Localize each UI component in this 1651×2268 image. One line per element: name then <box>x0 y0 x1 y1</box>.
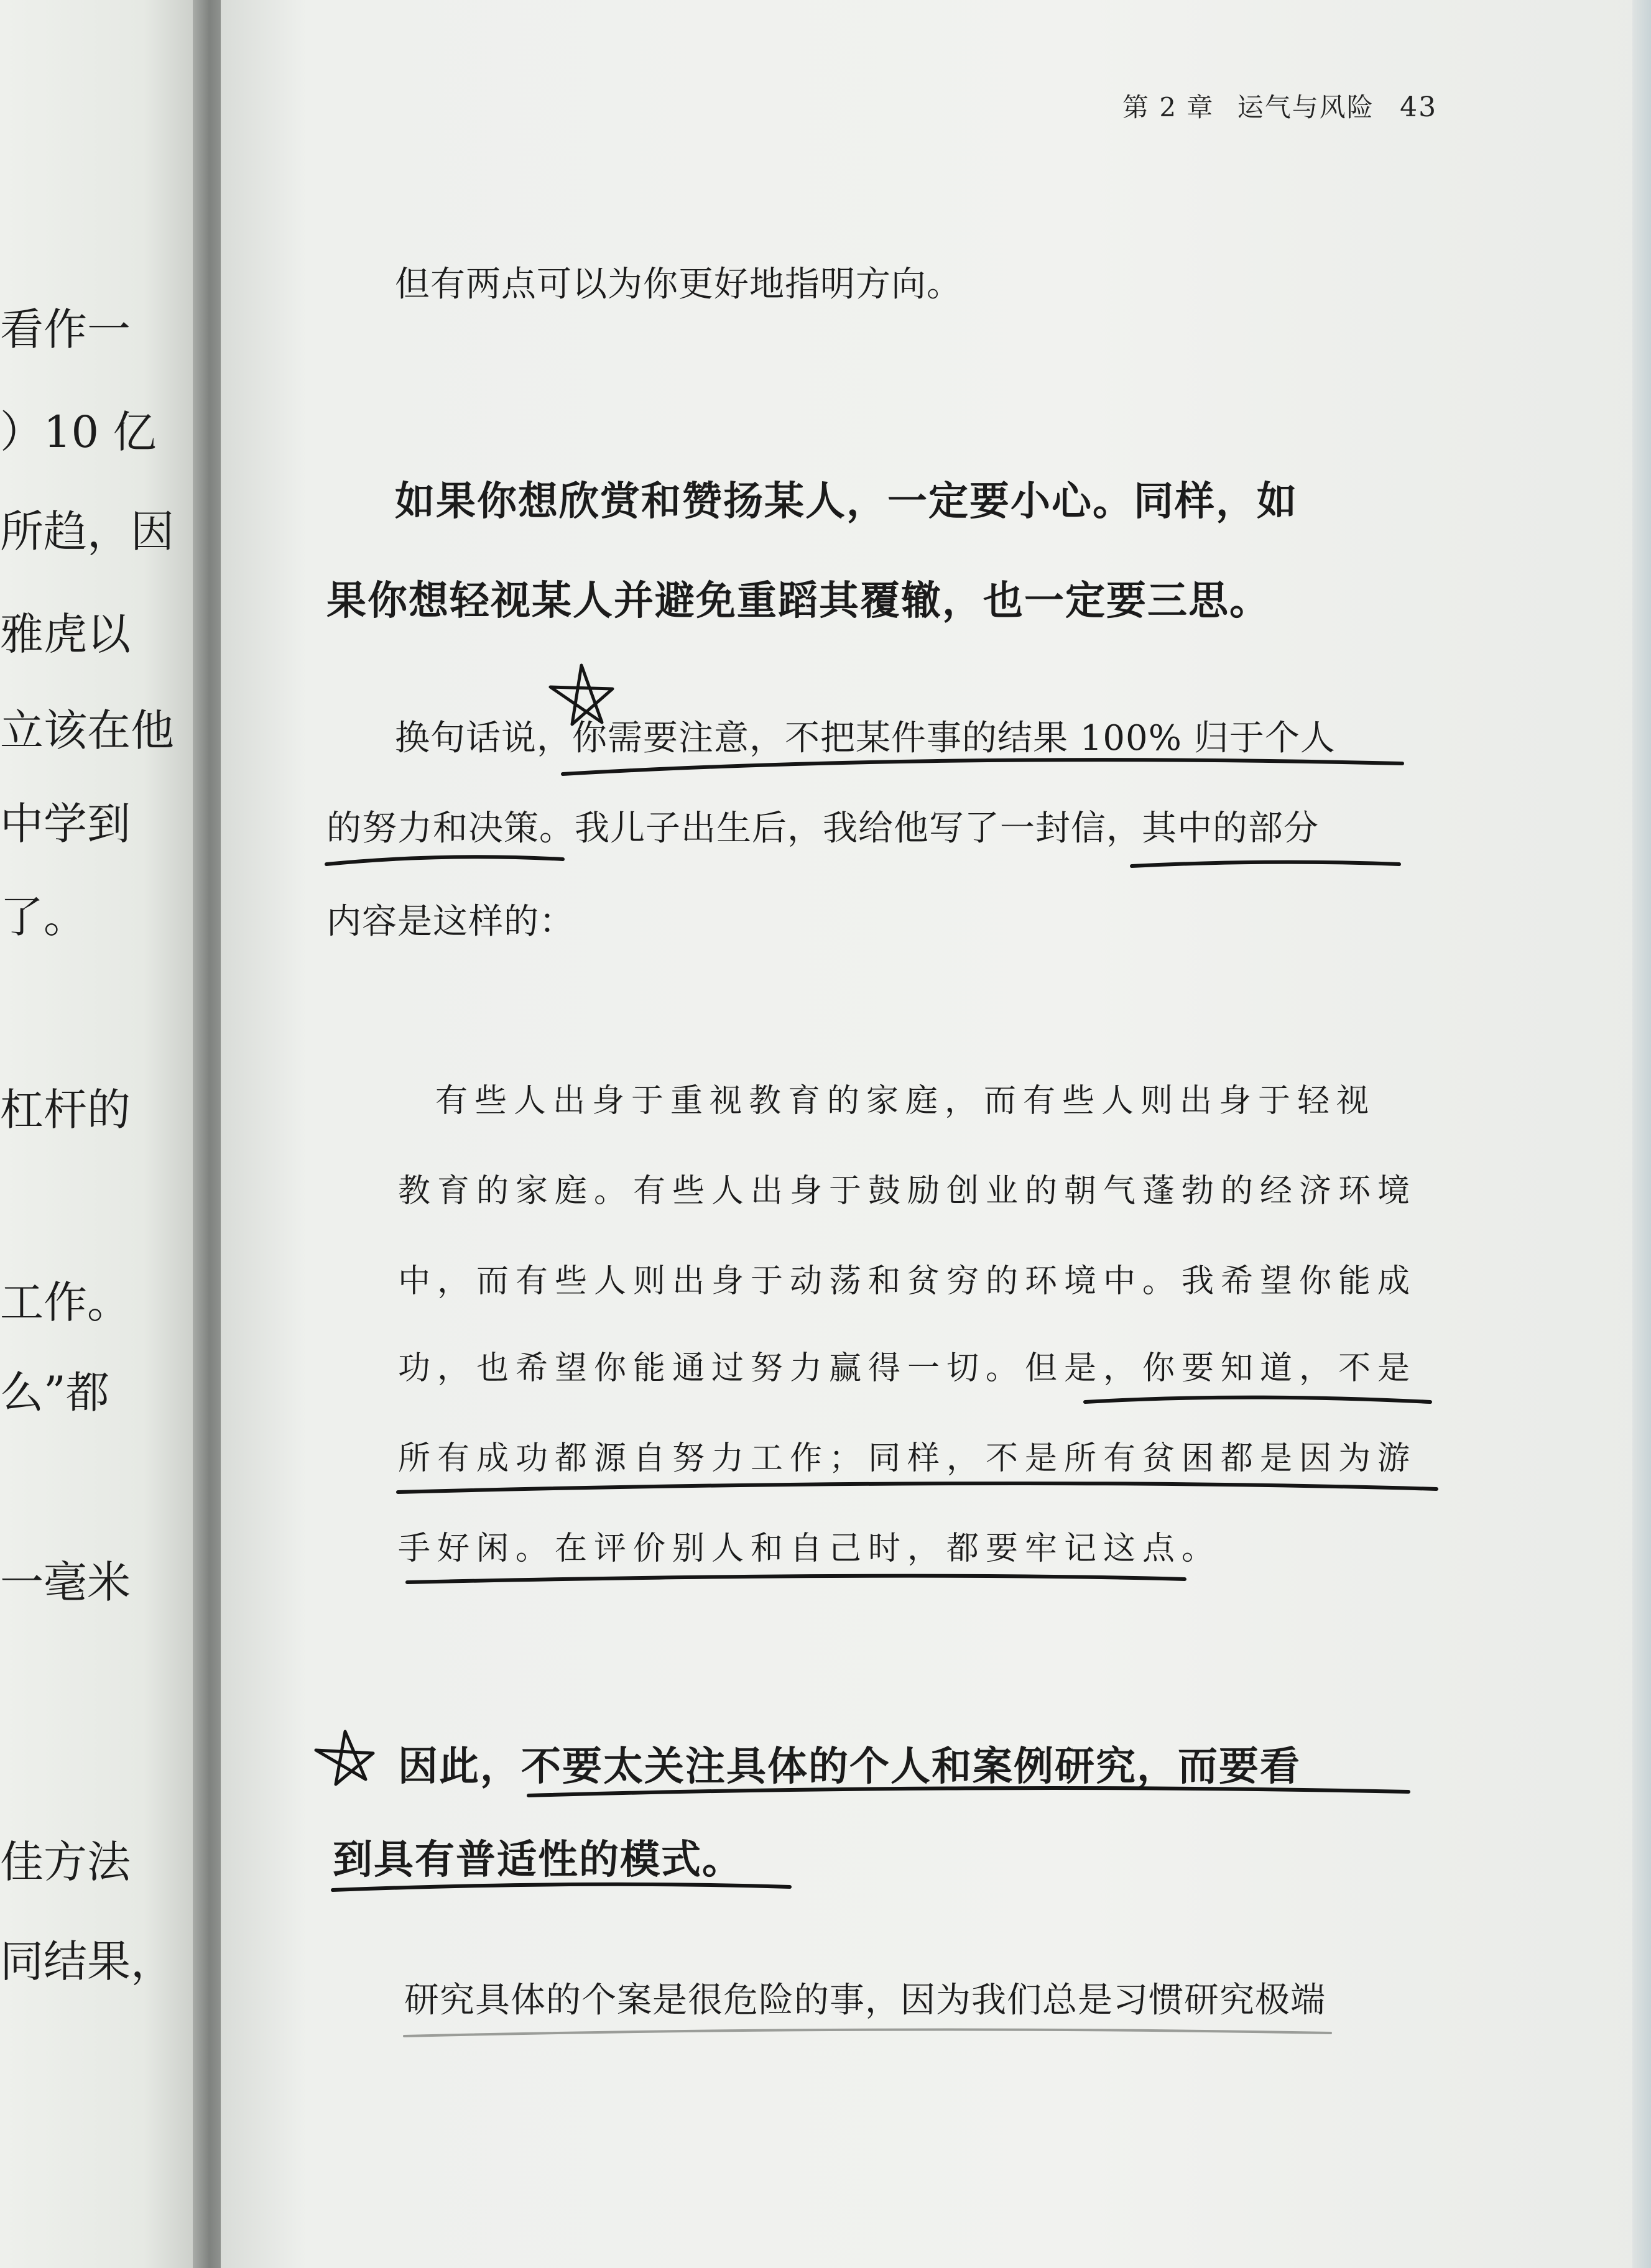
key-point-line: 如果你想欣赏和赞扬某人，一定要小心。同样，如 <box>395 478 1298 525</box>
quote-line: 所有成功都源自努力工作；同样，不是所有贫困都是因为游 <box>398 1440 1417 1477</box>
quote-line: 手好闲。在评价别人和自己时，都要牢记这点。 <box>398 1530 1221 1567</box>
left-page-line: ）10 亿 <box>0 407 157 458</box>
left-page-line: 看作一 <box>0 304 131 355</box>
paragraph-line: 研究具体的个案是很危险的事，因为我们总是习惯研究极端 <box>404 1980 1326 2021</box>
quote-line: 功，也希望你能通过努力赢得一切。但是，你要知道，不是 <box>398 1350 1417 1387</box>
paragraph-line: 的努力和决策。我儿子出生后，我给他写了一封信，其中的部分 <box>326 808 1319 849</box>
left-page-line: 工作。 <box>0 1277 131 1328</box>
quote-line: 教育的家庭。有些人出身于鼓励创业的朝气蓬勃的经济环境 <box>398 1173 1417 1210</box>
left-page-line: 杠杆的 <box>0 1084 131 1135</box>
left-page-line: 佳方法 <box>0 1837 131 1888</box>
key-point-line: 果你想轻视某人并避免重蹈其覆辙，也一定要三思。 <box>326 578 1270 624</box>
page-number: 43 <box>1400 91 1438 123</box>
left-page-line: 所趋，因 <box>0 506 174 557</box>
page-edge <box>1632 0 1651 2268</box>
left-page-line: 了。 <box>0 892 87 943</box>
quote-line: 中，而有些人则出身于动荡和贫穷的环境中。我希望你能成 <box>398 1263 1417 1300</box>
left-page-line: 雅虎以 <box>0 609 131 660</box>
paragraph-line: 内容是这样的： <box>326 901 575 942</box>
paragraph-line: 换句话说，你需要注意，不把某件事的结果 100% 归于个人 <box>395 718 1336 758</box>
left-page-line: 中学到 <box>0 798 131 849</box>
key-point-line: 因此，不要太关注具体的个人和案例研究，而要看 <box>398 1743 1301 1790</box>
right-page <box>221 0 1651 2268</box>
chapter-label: 第 2 章 <box>1122 92 1214 122</box>
chapter-title: 运气与风险 <box>1237 92 1374 122</box>
running-head <box>1122 87 1437 124</box>
left-page <box>0 0 205 2268</box>
left-page-line: 立该在他 <box>0 705 174 756</box>
key-point-line: 到具有普适性的模式。 <box>333 1837 743 1883</box>
left-page-line: 同结果， <box>0 1936 174 1987</box>
quote-line: 有些人出身于重视教育的家庭，而有些人则出身于轻视 <box>435 1082 1376 1120</box>
left-page-line: 么”都 <box>0 1367 109 1418</box>
left-page-line: 一毫米 <box>0 1557 131 1608</box>
paragraph-line: 但有两点可以为你更好地指明方向。 <box>395 264 962 305</box>
